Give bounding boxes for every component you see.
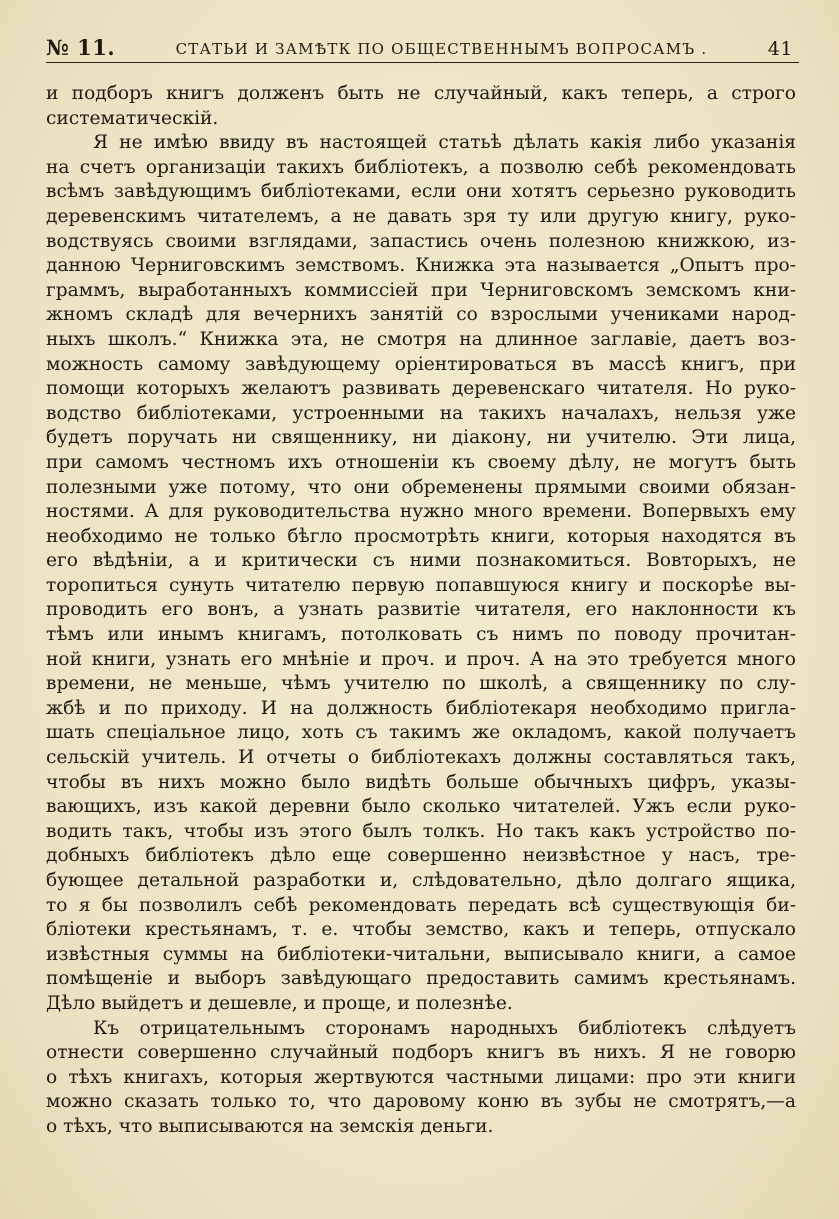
text-line: ностями. А для руководительства нужно много времени. Вопервыхъ ему <box>46 501 796 523</box>
text-line: времени, не меньше, чѣмъ учителю по школѣ, а священнику по слу- <box>46 673 796 695</box>
text-line: то я бы позволилъ себѣ рекомендовать передать всѣ существующія би- <box>46 894 796 916</box>
text-line: Къ отрицательнымъ сторонамъ народныхъ библіотекъ слѣдуетъ <box>93 1017 796 1039</box>
text-line: необходимо не только бѣгло просмотрѣть книги, которыя находятся въ <box>46 525 796 547</box>
text-line: сельскій учитель. И отчеты о библіотекахъ должны составляться такъ, <box>46 747 796 769</box>
text-line: водить такъ, чтобы изъ этого былъ толкъ. Но такъ какъ устройство по- <box>46 820 796 842</box>
text-line: чтобы въ нихъ можно было видѣть больше обычныхъ цифръ, указы- <box>46 771 796 793</box>
text-line: вающихъ, изъ какой деревни было сколько читателей. Ужъ если руко- <box>46 796 796 818</box>
text-line: полезными уже потому, что они обременены прямыми своими обязан- <box>46 476 796 498</box>
text-line: будетъ поручать ни священнику, ни діакону, ни учителю. Эти лица, <box>46 427 796 449</box>
text-line: шать спеціальное лицо, хоть съ такимъ же окладомъ, какой получаетъ <box>46 722 796 744</box>
text-line: отнести совершенно случайный подборъ книгъ въ нихъ. Я не говорю <box>46 1042 796 1064</box>
text-line: о тѣхъ, что выписываются на земскія деньги. <box>46 1115 494 1137</box>
text-line: водство библіотеками, устроенными на такихъ началахъ, нельзя уже <box>46 402 796 424</box>
text-line: Я не имѣю ввиду въ настоящей статьѣ дѣлать какія либо указанія <box>93 132 796 154</box>
text-line: можность самому завѣдующему оріентироваться въ массѣ книгъ, при <box>46 353 796 375</box>
text-line: торопиться сунуть читателю первую попавшуюся книгу и поскорѣе вы- <box>46 574 796 596</box>
text-line: проводить его вонъ, а узнать развитіе читателя, его наклонности къ <box>46 599 796 621</box>
text-line: можно сказать только то, что даровому коню въ зубы не смотрятъ,—а <box>46 1091 796 1113</box>
text-line: тѣмъ или инымъ книгамъ, потолковать съ нимъ по поводу прочитан- <box>46 624 796 646</box>
text-line: ной книги, узнать его мнѣніе и проч. и проч. А на это требуется много <box>46 648 796 670</box>
running-title: СТАТЬИ И ЗАМѢТК ПО ОБЩЕСТВЕННЫМЪ ВОПРОСАМЪ . <box>175 40 708 58</box>
text-line: на счетъ организаціи такихъ библіотекъ, а позволю себѣ рекомендовать <box>46 156 796 178</box>
text-line: систематическій. <box>46 107 219 129</box>
text-line: деревенскимъ читателемъ, а не давать зря ту или другую книгу, руко- <box>46 205 796 227</box>
text-line: при самомъ честномъ ихъ отношеніи къ своему дѣлу, не могутъ быть <box>46 451 796 473</box>
text-line: данною Черниговскимъ земствомъ. Книжка эта называется „Опытъ про- <box>46 255 796 277</box>
text-line: помощи которыхъ желаютъ развивать деревенскаго читателя. Но руко- <box>46 378 796 400</box>
text-line: бліотеки крестьянамъ, т. е. чтобы земство, какъ и теперь, отпускало <box>46 919 796 941</box>
page-number: 41 <box>767 38 793 60</box>
text-line: жбѣ и по приходу. И на должность библіотекаря необходимо пригла- <box>46 697 796 719</box>
text-line: и подборъ книгъ долженъ быть не случайный, какъ теперь, а строго <box>46 83 796 104</box>
running-header <box>46 30 793 60</box>
text-line: извѣстныя суммы на библіотеки-читальни, выписывало книги, а самое <box>46 943 796 965</box>
body-text <box>46 82 796 1140</box>
text-line: Дѣло выйдетъ и дешевле, и проще, и полезнѣе. <box>46 992 513 1014</box>
header-rule <box>46 62 799 63</box>
text-line: ныхъ школъ.“ Книжка эта, не смотря на длинное заглавіе, даетъ воз- <box>46 328 796 350</box>
text-line: о тѣхъ книгахъ, которыя жертвуются частными лицами: про эти книги <box>46 1066 796 1088</box>
text-line: добныхъ библіотекъ дѣло еще совершенно неизвѣстное у насъ, тре- <box>46 845 796 867</box>
text-line: помѣщеніе и выборъ завѣдующаго предоставить самимъ крестьянамъ. <box>46 968 796 990</box>
text-line: граммъ, выработанныхъ коммиссіей при Черниговскомъ земскомъ кни- <box>46 279 796 301</box>
text-line: жномъ складѣ для вечернихъ занятій со взрослыми учениками народ- <box>46 304 796 326</box>
text-line: водствуясь своими взглядами, запастись очень полезною книжкою, из- <box>46 230 796 252</box>
text-line: всѣмъ завѣдующимъ библіотеками, если они хотятъ серьезно руководить <box>46 181 796 203</box>
issue-number: № 11. <box>46 35 116 60</box>
text-line: его вѣдѣніи, а и критически съ ними познакомиться. Вовторыхъ, не <box>46 550 796 572</box>
text-line: бующее детальной разработки и, слѣдовательно, дѣло долгаго ящика, <box>46 870 796 891</box>
